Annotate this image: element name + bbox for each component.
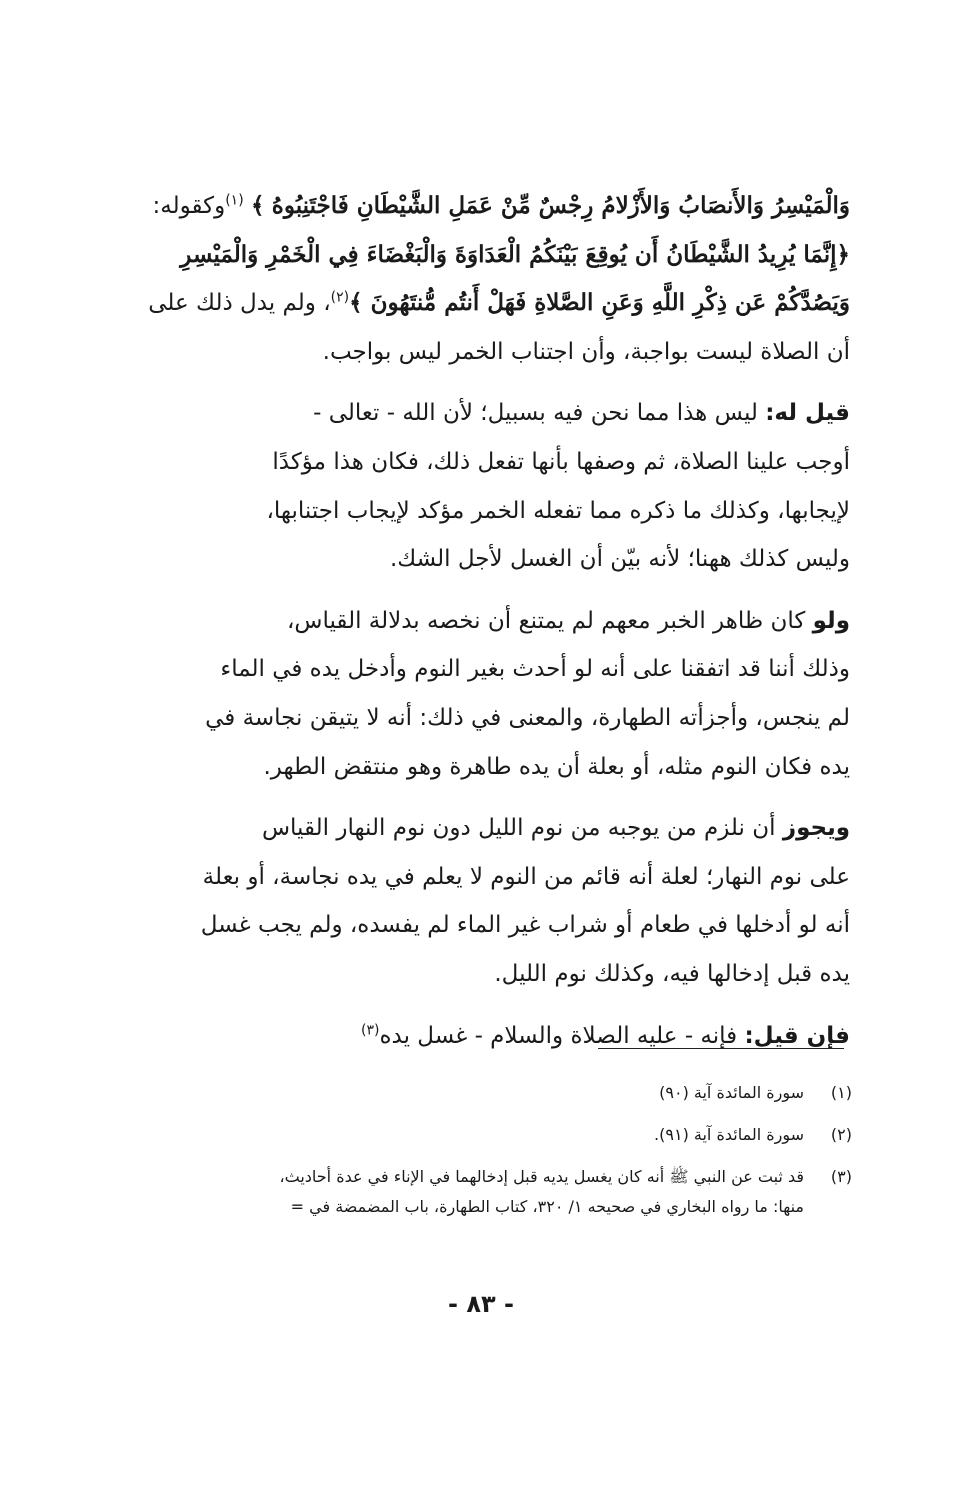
footnote-number: (٣) — [830, 1167, 852, 1186]
text-fragment: ، ولم يدل ذلك على — [148, 290, 331, 317]
footnote — [112, 1120, 852, 1150]
footnote-ref: (٢) — [330, 289, 350, 306]
paragraph-lead: فإن قيل: — [744, 1022, 850, 1049]
footnote-ref: (٣) — [360, 1021, 380, 1038]
footnote — [112, 1078, 852, 1108]
footnote-line: منها: ما رواه البخاري في صحيحه ١/ ٣٢٠، كتاب الطهارة، باب المضمضة في = — [290, 1197, 804, 1216]
text-line — [112, 804, 850, 853]
text-line — [112, 182, 850, 231]
footnotes — [112, 1078, 852, 1234]
page-number: - ٨٣ - — [448, 1290, 514, 1318]
paragraph-5 — [112, 1012, 850, 1061]
text-line: يده فكان النوم مثله، أو بعلة أن يده طاهرة وهو منتقض الطهر. — [263, 753, 850, 780]
text-fragment: فإنه - عليه الصلاة والسلام - غسل يده — [379, 1022, 738, 1049]
text-line: أن الصلاة ليست بواجبة، وأن اجتناب الخمر ليس بواجب. — [322, 338, 850, 365]
footnote-text: سورة المائدة آية (٩٠) — [659, 1083, 804, 1102]
text-fragment: ليس هذا مما نحن فيه بسبيل؛ لأن الله - تعالى - — [313, 400, 758, 427]
footnote-ref: (١) — [225, 192, 244, 209]
text-line: وليس كذلك ههنا؛ لأنه بيّن أن الغسل لأجل الشك. — [389, 546, 850, 573]
text-line — [112, 231, 850, 280]
text-line: وذلك أننا قد اتفقنا على أنه لو أحدث بغير النوم وأدخل يده في الماء — [220, 656, 850, 683]
text-line — [112, 597, 850, 646]
text-fragment: أن نلزم من يوجبه من نوم الليل دون نوم النهار القياس — [261, 815, 776, 842]
paragraph-lead: قيل له: — [765, 400, 850, 427]
paragraph-lead: ويجوز — [782, 815, 850, 842]
footnote-line: قد ثبت عن النبي ﷺ أنه كان يغسل يديه قبل إدخالهما في الإناء في عدة أحاديث، — [279, 1167, 804, 1186]
text-line: أنه لو أدخلها في طعام أو شراب غير الماء لم يفسده، ولم يجب غسل — [200, 912, 850, 939]
body-text — [112, 182, 850, 1060]
text-line: أوجب علينا الصلاة، ثم وصفها بأنها تفعل ذلك، فكان هذا مؤكدًا — [272, 448, 850, 475]
quran-verse: وَيَصُدَّكُمْ عَن ذِكْرِ اللَّهِ وَعَنِ الصَّلاةِ فَهَلْ أَنتُم مُّنتَهُونَ ﴾ — [349, 289, 850, 317]
paragraph-2 — [112, 389, 850, 583]
paragraph-lead: ولو — [812, 607, 850, 634]
footnote — [112, 1162, 852, 1222]
paragraph-1 — [112, 182, 850, 376]
text-fragment: وكقوله: — [152, 193, 226, 219]
text-line: على نوم النهار؛ لعلة أنه قائم من النوم لا يعلم في يده نجاسة، أو بعلة — [202, 863, 850, 890]
text-line: لم ينجس، وأجزأته الطهارة، والمعنى في ذلك: أنه لا يتيقن نجاسة في — [205, 704, 850, 731]
quran-verse: ﴿إِنَّمَا يُرِيدُ الشَّيْطَانُ أَن يُوقِعَ بَيْنَكُمُ الْعَدَاوَةَ وَالْبَغْضَاءَ فِي الْخَمْرِ وَالْمَيْسِرِ — [180, 240, 850, 268]
text-line — [112, 1012, 850, 1061]
text-line — [112, 389, 850, 438]
quran-verse: وَالْمَيْسِرُ وَالأَنصَابُ وَالأَزْلامُ رِجْسٌ مِّنْ عَمَلِ الشَّيْطَانِ فَاجْتَنِبُوهُ — [271, 192, 850, 219]
footnote-text: سورة المائدة آية (٩١). — [654, 1125, 804, 1144]
paragraph-3 — [112, 597, 850, 791]
footnote-number: (١) — [830, 1083, 852, 1102]
footnote-number: (٢) — [830, 1125, 852, 1144]
footnote-separator — [598, 1048, 844, 1049]
text-line: لإيجابها، وكذلك ما ذكره مما تفعله الخمر مؤكد لإيجاب اجتنابها، — [266, 497, 850, 524]
paragraph-4 — [112, 804, 850, 998]
footnote-text — [112, 1162, 804, 1222]
text-fragment: كان ظاهر الخبر معهم لم يمتنع أن نخصه بدلالة القياس، — [286, 607, 806, 634]
text-line — [112, 279, 850, 328]
text-line: يده قبل إدخالها فيه، وكذلك نوم الليل. — [494, 960, 850, 987]
verse-close-bracket: ﴾ — [250, 192, 265, 219]
